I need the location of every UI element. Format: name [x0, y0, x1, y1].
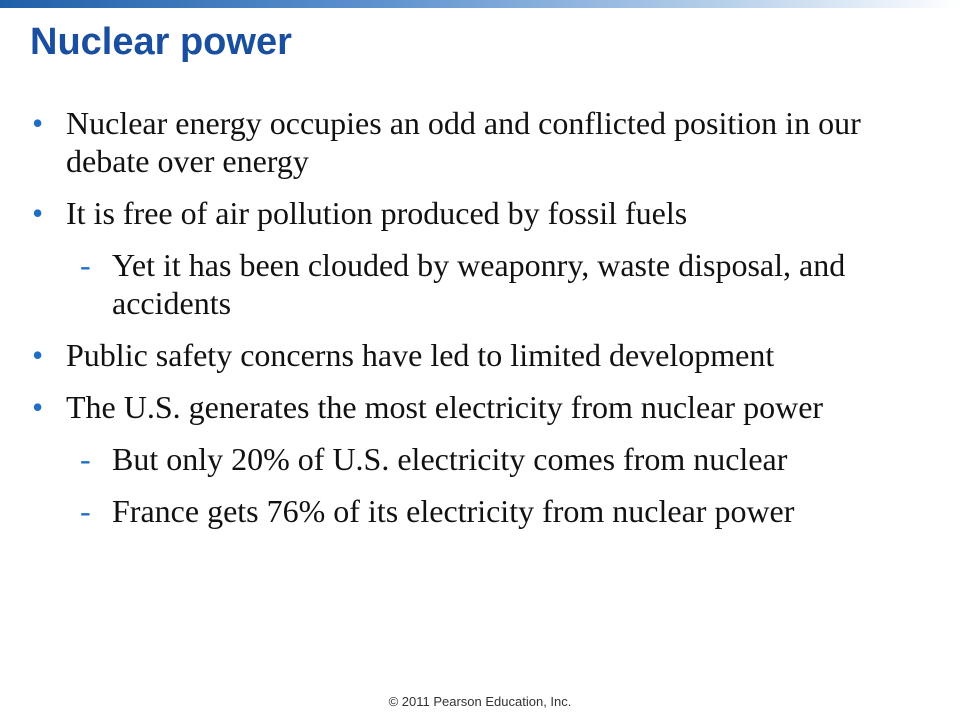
dash-icon: -	[80, 493, 91, 529]
sub-bullet-item	[30, 440, 930, 478]
dash-icon: -	[80, 247, 91, 283]
sub-bullet-text: France gets 76% of its electricity from nuclear power	[112, 493, 795, 529]
bullet-text: Public safety concerns have led to limited development	[66, 337, 775, 373]
copyright-footer: © 2011 Pearson Education, Inc.	[388, 694, 572, 709]
dash-icon: -	[80, 441, 91, 477]
sub-bullet-item	[30, 246, 930, 322]
bullet-dot-icon: •	[32, 337, 44, 373]
bullet-item	[30, 194, 930, 232]
sub-bullet-item	[30, 492, 930, 530]
bullet-dot-icon: •	[32, 195, 44, 231]
bullet-item	[30, 388, 930, 426]
sub-bullet-text: Yet it has been clouded by weaponry, waste disposal, and accidents	[112, 247, 846, 321]
bullet-item	[30, 104, 930, 180]
sub-bullet-text: But only 20% of U.S. electricity comes from nuclear	[112, 441, 788, 477]
top-gradient-bar	[0, 0, 960, 8]
bullet-item	[30, 336, 930, 374]
bullet-list	[30, 104, 930, 544]
bullet-text: It is free of air pollution produced by fossil fuels	[66, 195, 688, 231]
bullet-dot-icon: •	[32, 389, 44, 425]
bullet-text: Nuclear energy occupies an odd and conflicted position in our debate over energy	[66, 105, 861, 179]
slide-title: Nuclear power	[30, 21, 292, 63]
bullet-dot-icon: •	[32, 105, 44, 141]
bullet-text: The U.S. generates the most electricity from nuclear power	[66, 389, 824, 425]
